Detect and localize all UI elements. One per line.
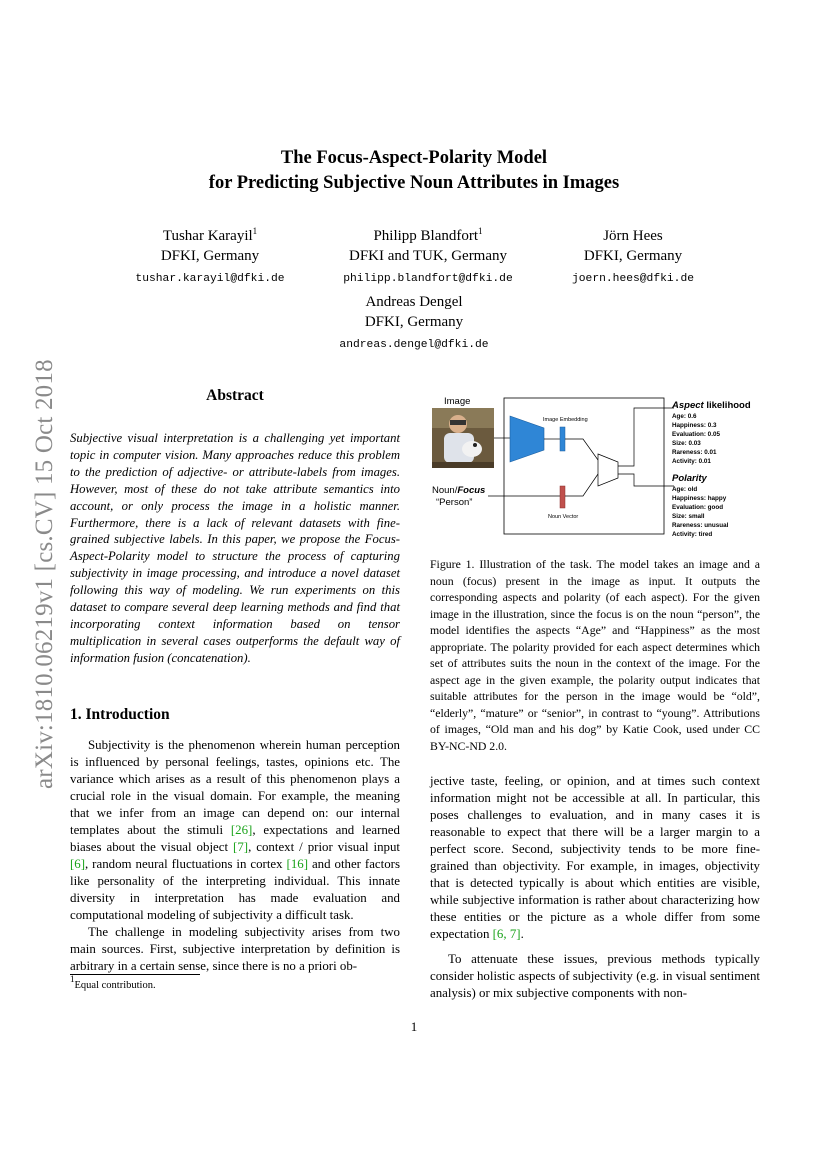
footnote-rule [70,974,200,975]
aspect-heading-italic: Aspect [672,400,704,411]
footnote-text: Equal contribution. [74,980,156,991]
text-span: , random neural fluctuations in cortex [85,857,287,871]
author-email[interactable]: philipp.blandfort@dfki.de [343,273,513,285]
footnote-mark: 1 [70,974,75,984]
author-name: Andreas Dengel [365,294,463,310]
author-affiliation: DFKI, Germany [160,248,260,264]
aspect-item: Rareness: 0.01 [672,449,717,456]
citation-link[interactable]: [6, 7] [492,927,521,941]
fusion-module-icon [598,454,618,486]
text-span: jective taste, feeling, or opinion, and at times such context information might not be accessible at all. In particular, this poses challenges to evaluation, and in many cases it is reasonable to expect that there will be a larger margin to a perfect score. Second, subjectivity tends to be more fine-grained than objectivity. For example, in images, objectivity that is detected typically is about which entities are visible, while subjective information is rather about characterizing how these entities or the picture as a whole differ from some expectation [430,774,760,941]
author-affiliation: DFKI and TUK, Germany [348,248,508,264]
text-span: and other factors like personality of the interpreting individual. This innate diversity in interpretation has made evaluation and computational modeling of subjectivity a difficult task. [70,857,400,922]
aspect-item: Evaluation: 0.05 [672,431,720,438]
figure-1-illustration [428,394,768,542]
merge-line-noun [565,474,598,496]
author-name: Philipp Blandfort [373,228,479,244]
figure-image-label: Image [444,396,471,407]
aspect-heading-rest: likelihood [703,400,751,411]
author-footnote-mark: 1 [252,226,258,236]
author-name: Jörn Hees [603,228,663,244]
author-affiliation: DFKI, Germany [583,248,683,264]
polarity-output-arrow [618,474,674,486]
aspect-item: Age: 0.6 [672,413,697,420]
section-heading-introduction: 1. Introduction [70,706,170,723]
focus-label-text: Focus [457,485,486,496]
cnn-encoder-icon [510,416,544,462]
right-column-body [430,773,760,1002]
right-paragraph-2: To attenuate these issues, previous methods typically consider holistic aspects of subjectivity (e.g. in visual sentiment analysis) or mix subjective components with non- [430,952,760,1000]
text-span: Subjectivity is the phenomenon wherein human perception is influenced by personal feelings, tastes, opinions etc. The variance which arises as a result of this phenomenon plays a crucial role in the visual domain. For example, the meaning that we infer from an image can depend on: our internal templates about the stimuli [70,738,400,837]
arxiv-identifier: arXiv:1810.06219v1 [cs.CV] 15 Oct 2018 [31,359,58,789]
figure-noun-label [432,485,485,496]
aspect-output-arrow [618,408,674,466]
figure-1-caption: Figure 1. Illustration of the task. The model takes an image and a noun (focus) present in the image as input. It outputs the corresponding aspects and polarity (of each aspect). For the given image in the illustration, since the focus is on the noun “person”, the model identifies the aspects “Age” and “Happiness” as the most appropriate. The polarity provided for each aspect determines which set of attributes suits the noun in the context of the image. For the aspect age in the given example, the polarity output indicates that suitable attributes for the person in the image would be “old”, “elderly”, “mature” or “senior”, in contrast to “young”. Attributions of images, “Old man and his dog” by Katie Cook, used under CC BY-NC-ND 2.0. [430,557,760,753]
author-affiliation: DFKI, Germany [364,314,464,330]
text-span: , expectations and learned biases about the visual object [70,823,400,854]
author-email[interactable]: joern.hees@dfki.de [571,273,695,285]
aspect-item: Size: 0.03 [672,440,701,447]
citation-link[interactable]: [7] [233,840,249,854]
merge-line-image [565,439,598,460]
polarity-item: Activity: tired [672,531,713,538]
page-number: 1 [410,1019,418,1034]
abstract-heading: Abstract [206,387,264,404]
text-span: , context / prior visual input [248,840,400,854]
author-email[interactable]: andreas.dengel@dfki.de [339,339,489,351]
aspect-likelihood-heading [671,400,751,411]
title-line-2: for Predicting Subjective Noun Attributes in Images [208,173,620,193]
intro-paragraph-1 [70,737,400,924]
right-paragraph-1 [430,773,760,943]
aspect-item: Activity: 0.01 [672,458,711,465]
polarity-item: Size: small [672,513,705,520]
footnote [70,974,156,991]
polarity-heading: Polarity [672,473,707,484]
text-span: . [520,927,524,941]
citation-link[interactable]: [26] [230,823,253,837]
noun-vector [560,486,565,508]
abstract-text: Subjective visual interpretation is a challenging yet important topic in computer vision. Many approaches reduce this problem to the prediction of adjective- or attribute-labels from images. However, most of these do not take attribute semantics into account, or only process the image in a holistic manner. Furthermore, there is a lack of relevant datasets with fine-grained subjective labels. In this paper, we propose the Focus-Aspect-Polarity model to structure the process of capturing subjectivity in image processing, and introduce a novel dataset following this way of modeling. We run experiments on this dataset to compare several deep learning methods and find that incorporating context information based on tensor multiplication in several cases outperforms the default way of information fusion (concatenation). [70,431,400,665]
polarity-item: Evaluation: good [672,504,724,511]
author-block [314,226,542,289]
polarity-item: Happiness: happy [672,495,727,502]
citation-link[interactable]: [6] [70,857,86,871]
introduction-body [70,737,400,975]
polarity-item: Age: old [672,486,698,493]
paper-title [0,146,828,196]
noun-label-text: Noun/ [432,485,458,496]
author-email[interactable]: tushar.karayil@dfki.de [135,273,285,285]
aspect-item: Happiness: 0.3 [672,422,717,429]
author-block [110,226,310,289]
author-block [548,226,718,289]
polarity-item: Rareness: unusual [672,522,729,529]
figure-noun-value: “Person” [436,497,473,508]
author-block [314,292,514,355]
image-embedding-vector [560,427,565,451]
noun-vector-label: Noun Vector [548,514,579,520]
title-line-1: The Focus-Aspect-Polarity Model [280,148,548,168]
intro-paragraph-2: The challenge in modeling subjectivity arises from two main sources. First, subjective interpretation by definition is arbitrary in a certain sense, since there is no a priori ob- [70,925,400,973]
citation-link[interactable]: [16] [286,857,309,871]
author-name: Tushar Karayil [162,228,253,244]
author-footnote-mark: 1 [478,226,483,236]
input-photo [432,408,494,468]
image-embedding-label: Image Embedding [543,417,588,423]
